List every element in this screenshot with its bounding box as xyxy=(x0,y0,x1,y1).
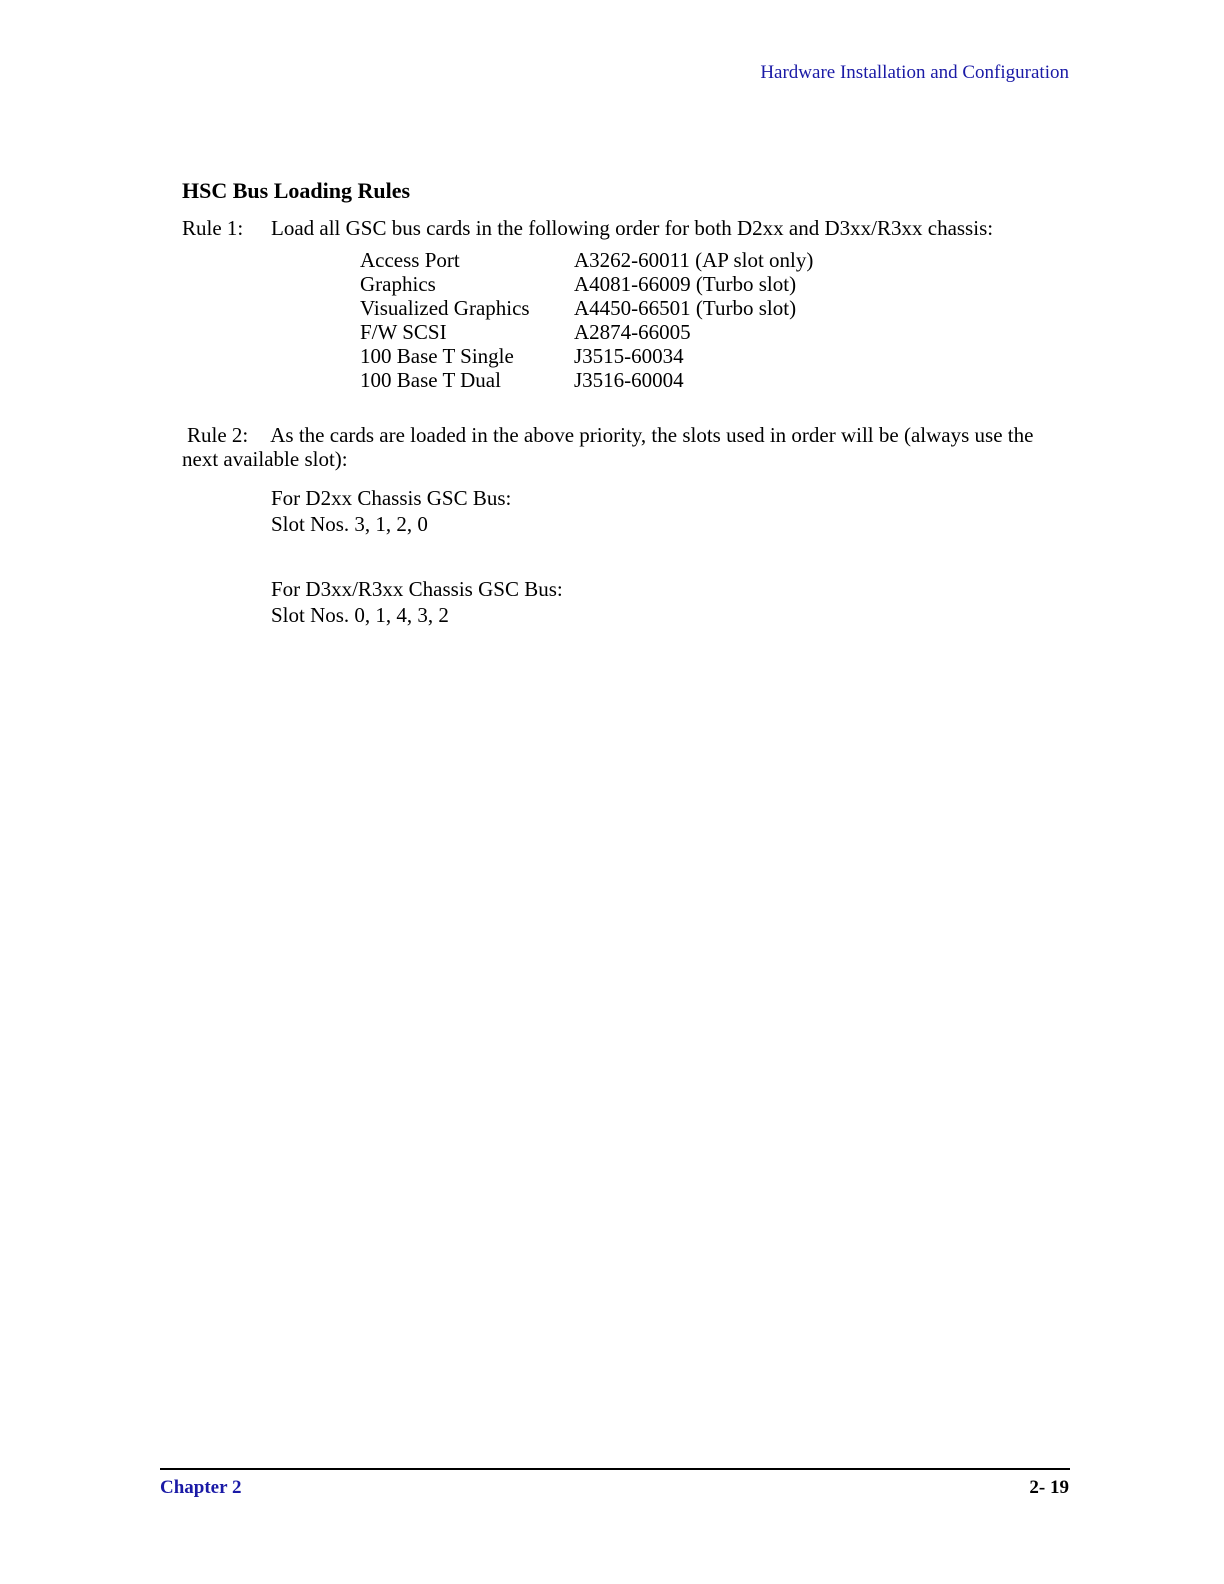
card-row xyxy=(360,320,813,344)
rule1-label: Rule 1: xyxy=(182,216,244,240)
card-row xyxy=(360,248,813,272)
card-part-number: A4081-66009 (Turbo slot) xyxy=(574,272,797,296)
card-row xyxy=(360,368,813,392)
card-name: 100 Base T Single xyxy=(360,344,514,368)
card-part-number: A4450-66501 (Turbo slot) xyxy=(574,296,797,320)
d2xx-slot-order xyxy=(271,485,511,537)
card-part-number: A2874-66005 xyxy=(574,320,691,344)
card-part-number: J3515-60034 xyxy=(574,344,684,368)
card-name: 100 Base T Dual xyxy=(360,368,501,392)
section-title: HSC Bus Loading Rules xyxy=(182,178,411,203)
d3xx-slots: Slot Nos. 0, 1, 4, 3, 2 xyxy=(271,603,449,627)
card-part-number: A3262-60011 (AP slot only) xyxy=(574,248,814,272)
footer-divider xyxy=(160,1468,1070,1470)
card-name: Access Port xyxy=(360,248,460,272)
card-row xyxy=(360,296,813,320)
card-order-table xyxy=(360,248,813,392)
rule2-text: As the cards are loaded in the above priority, the slots used in order will be (always use the next available slot): xyxy=(182,423,1034,471)
d2xx-slots: Slot Nos. 3, 1, 2, 0 xyxy=(271,512,428,536)
d3xx-slot-order xyxy=(271,576,563,628)
card-name: F/W SCSI xyxy=(360,320,447,344)
rule2-label: Rule 2: xyxy=(187,423,249,447)
card-part-number: J3516-60004 xyxy=(574,368,684,392)
card-name: Graphics xyxy=(360,272,436,296)
footer-page-number: 2- 19 xyxy=(1029,1477,1069,1498)
rule1-text: Load all GSC bus cards in the following order for both D2xx and D3xx/R3xx chassis: xyxy=(271,216,994,240)
rule2-paragraph xyxy=(182,423,1072,471)
footer-chapter: Chapter 2 xyxy=(160,1477,242,1498)
d2xx-heading: For D2xx Chassis GSC Bus: xyxy=(271,486,512,510)
d3xx-heading: For D3xx/R3xx Chassis GSC Bus: xyxy=(271,577,563,601)
card-row xyxy=(360,272,813,296)
card-row xyxy=(360,344,813,368)
card-name: Visualized Graphics xyxy=(360,296,530,320)
running-header: Hardware Installation and Configuration xyxy=(760,62,1069,83)
